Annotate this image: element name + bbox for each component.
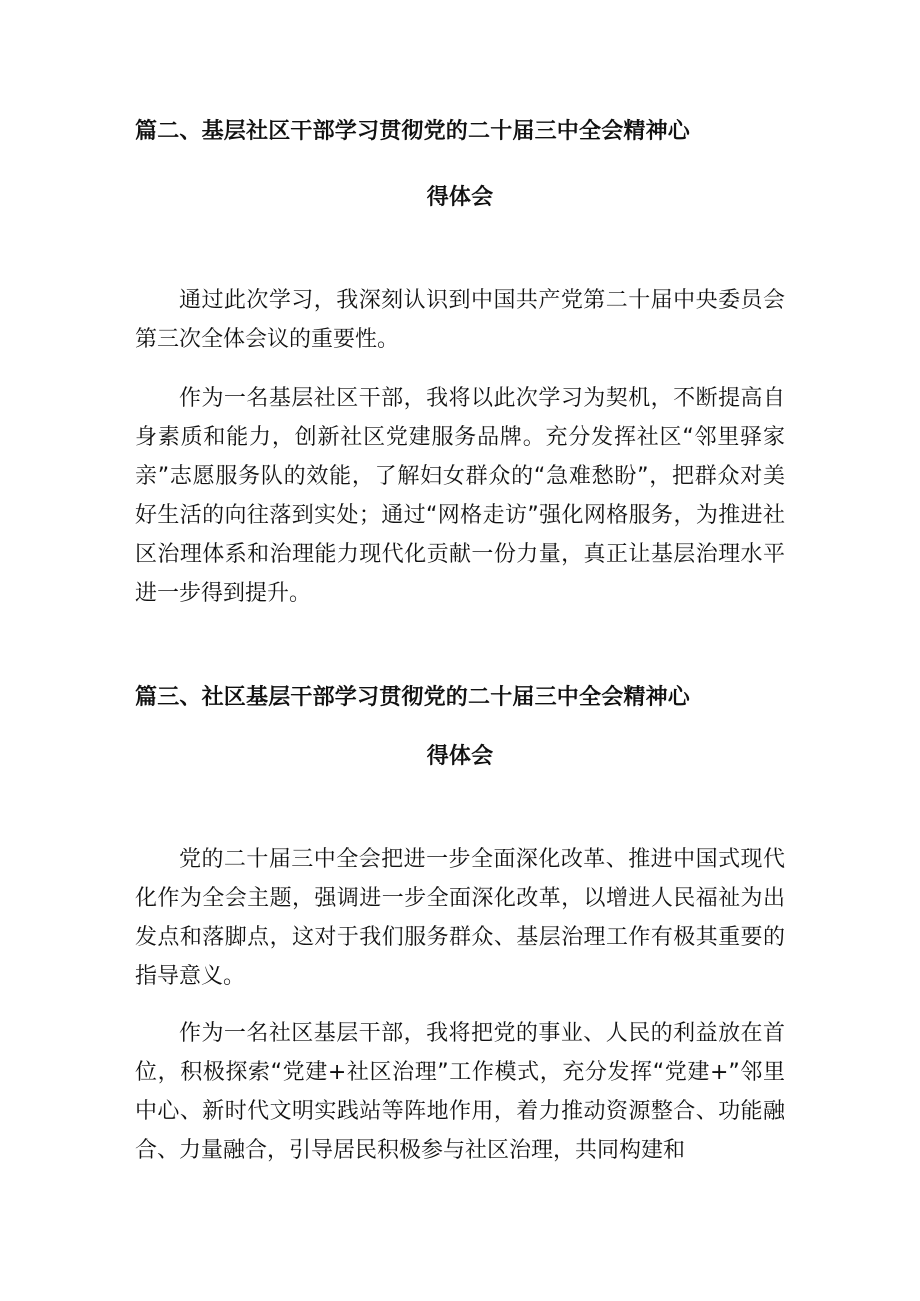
section-2-paragraph-1: 通过此次学习，我深刻认识到中国共产党第二十届中央委员会第三次全体会议的重要性。 xyxy=(135,288,785,352)
section-3-title: 篇三、社区基层干部学习贯彻党的二十届三中全会精神心 xyxy=(135,685,691,710)
section-3-title-continued: 得体会 xyxy=(426,744,494,769)
section-3-paragraph-2: 作为一名社区基层干部，我将把党的事业、人民的利益放在首位，积极探索“党建+社区治理”工作模式，充分发挥“党建+”邻里中心、新时代文明实践站等阵地作用，着力推动资源整合、功能融合、力量融合，引导居民积极参与社区治理，共同构建和 xyxy=(135,1021,785,1163)
section-2-paragraph-2: 作为一名基层社区干部，我将以此次学习为契机，不断提高自身素质和能力，创新社区党建服务品牌。充分发挥社区“邻里驿家亲”志愿服务队的效能，了解妇女群众的“急难愁盼”，把群众对美好生活的向往落到实处；通过“网格走访”强化网格服务，为推进社区治理体系和治理能力现代化贡献一份力量，真正让基层治理水平进一步得到提升。 xyxy=(135,386,785,606)
section-2-title: 篇二、基层社区干部学习贯彻党的二十届三中全会精神心 xyxy=(135,119,691,144)
section-3-paragraph-1: 党的二十届三中全会把进一步全面深化改革、推进中国式现代化作为全会主题，强调进一步全面深化改革，以增进人民福祉为出发点和落脚点，这对于我们服务群众、基层治理工作有极其重要的指导意义。 xyxy=(135,847,785,989)
section-2-title-continued: 得体会 xyxy=(426,185,494,210)
